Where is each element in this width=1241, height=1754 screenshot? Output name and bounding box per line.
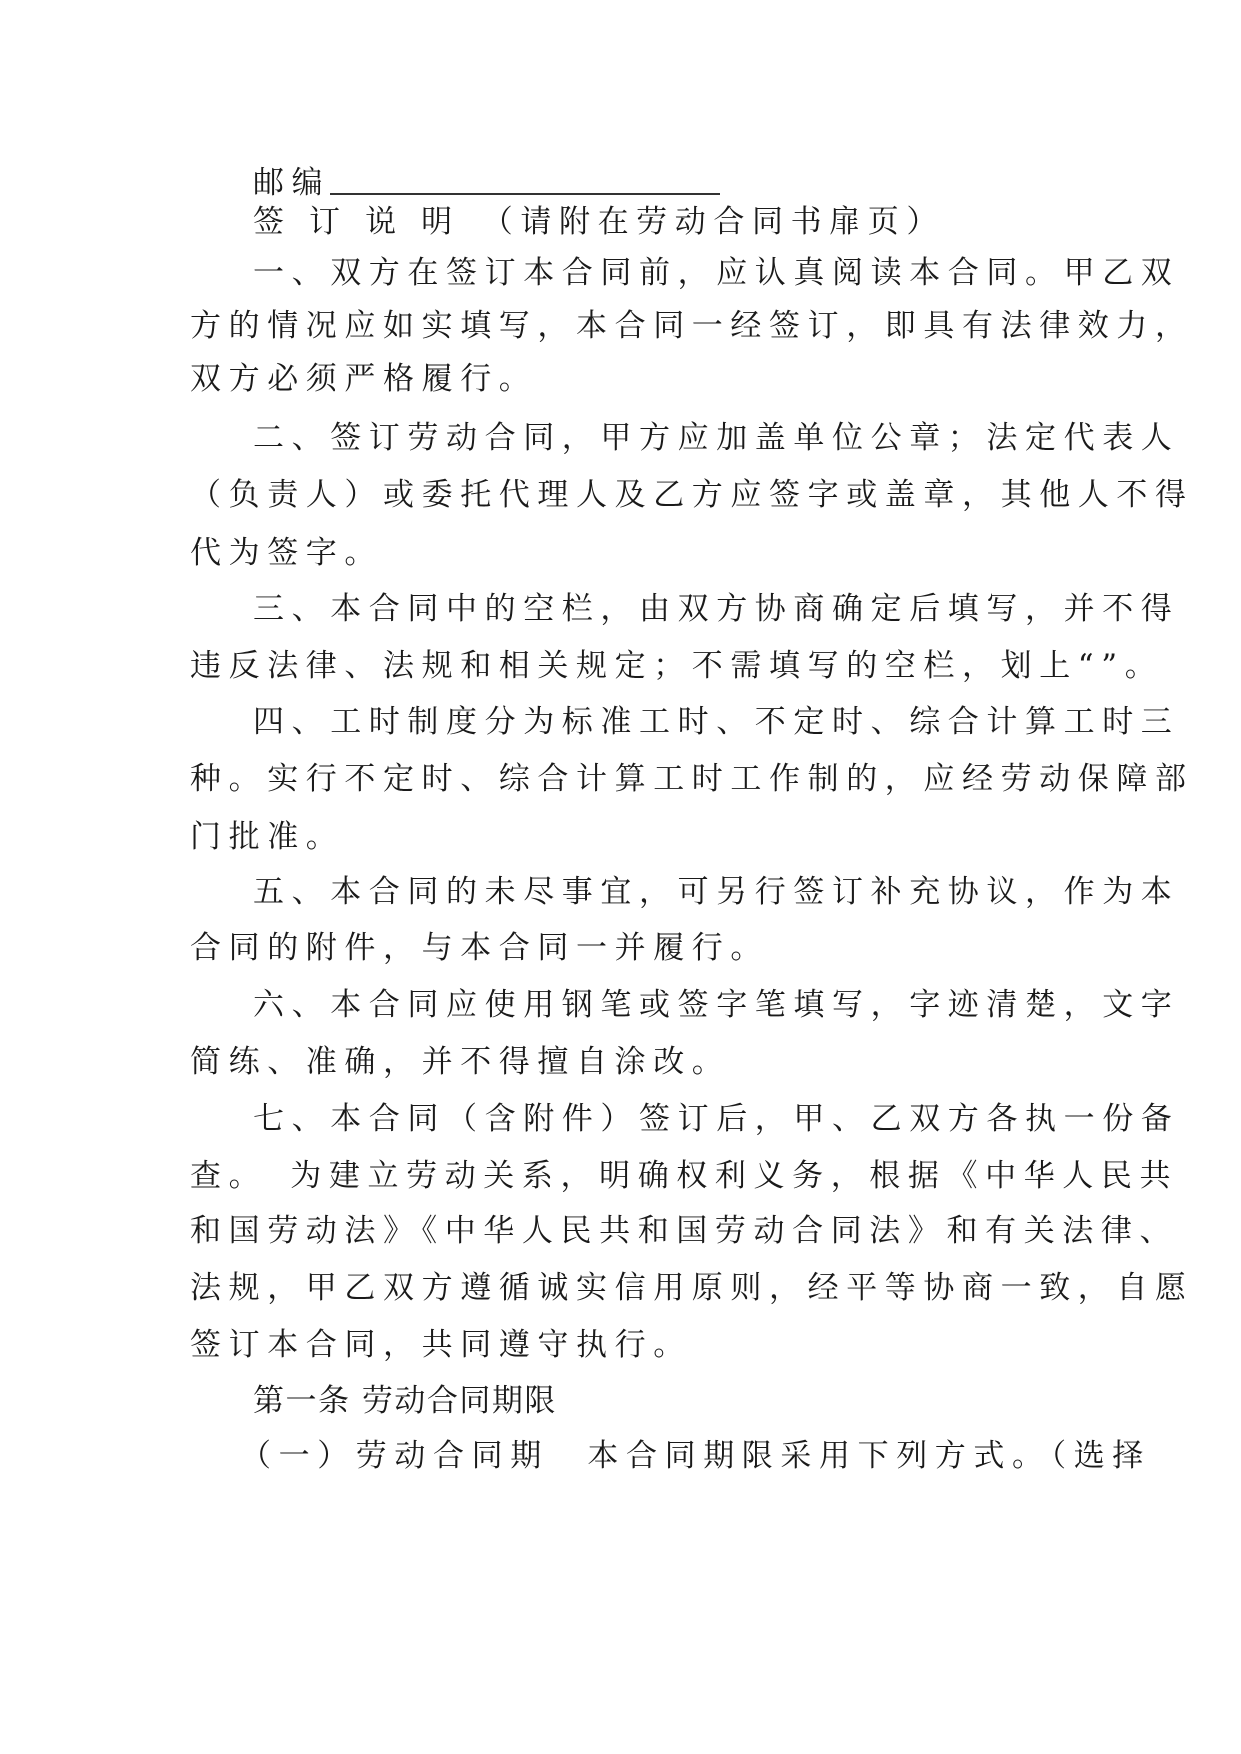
text-line: 二、签订劳动合同，甲方应加盖单位公章；法定代表人 <box>253 420 1180 456</box>
article-heading: 第一条 劳动合同期限 <box>253 1383 557 1419</box>
text-line: （负责人）或委托代理人及乙方应签字或盖章，其他人不得 <box>190 477 1194 513</box>
postcode-blank <box>330 165 720 195</box>
text-line: 法规，甲乙双方遵循诚实信用原则，经平等协商一致，自愿 <box>190 1270 1194 1306</box>
text-line: 双方必须严格履行。 <box>190 361 538 397</box>
text-line: 查。 为建立劳动关系，明确权利义务，根据《中华人民共 <box>190 1158 1179 1194</box>
signing-notes-subtitle: （请附在劳动合同书扉页） <box>481 204 945 240</box>
signing-notes-title: 签 订 说 明 <box>253 204 460 240</box>
text-line: 四、工时制度分为标准工时、不定时、综合计算工时三 <box>253 704 1180 740</box>
text-line: 违反法律、法规和相关规定；不需填写的空栏，划上“”。 <box>190 648 1164 684</box>
text-line: 合同的附件，与本合同一并履行。 <box>190 930 769 966</box>
postcode-line <box>253 163 720 203</box>
text-line: 五、本合同的未尽事宜，可另行签订补充协议，作为本 <box>253 874 1180 910</box>
text-line: 一、双方在签订本合同前，应认真阅读本合同。甲乙双 <box>253 255 1180 291</box>
postcode-label: 邮编 <box>253 165 331 201</box>
text-line: 简练、准确，并不得擅自涂改。 <box>190 1044 731 1080</box>
text-line: 六、本合同应使用钢笔或签字笔填写，字迹清楚，文字 <box>253 987 1180 1023</box>
text-line: 门批准。 <box>190 819 345 855</box>
text-line: 方的情况应如实填写，本合同一经签订，即具有法律效力， <box>190 308 1194 344</box>
text-line: 七、本合同（含附件）签订后，甲、乙双方各执一份备 <box>253 1101 1180 1137</box>
text-line: 签订本合同，共同遵守执行。 <box>190 1327 692 1363</box>
signing-notes-heading <box>253 202 945 242</box>
text-line: 和国劳动法》《中华人民共和国劳动合同法》和有关法律、 <box>190 1213 1179 1249</box>
text-line: （一）劳动合同期 本合同期限采用下列方式。（选择 <box>240 1438 1151 1474</box>
text-line: 三、本合同中的空栏，由双方协商确定后填写，并不得 <box>253 591 1180 627</box>
text-line: 代为签字。 <box>190 535 383 571</box>
text-line: 种。实行不定时、综合计算工时工作制的，应经劳动保障部 <box>190 761 1194 797</box>
